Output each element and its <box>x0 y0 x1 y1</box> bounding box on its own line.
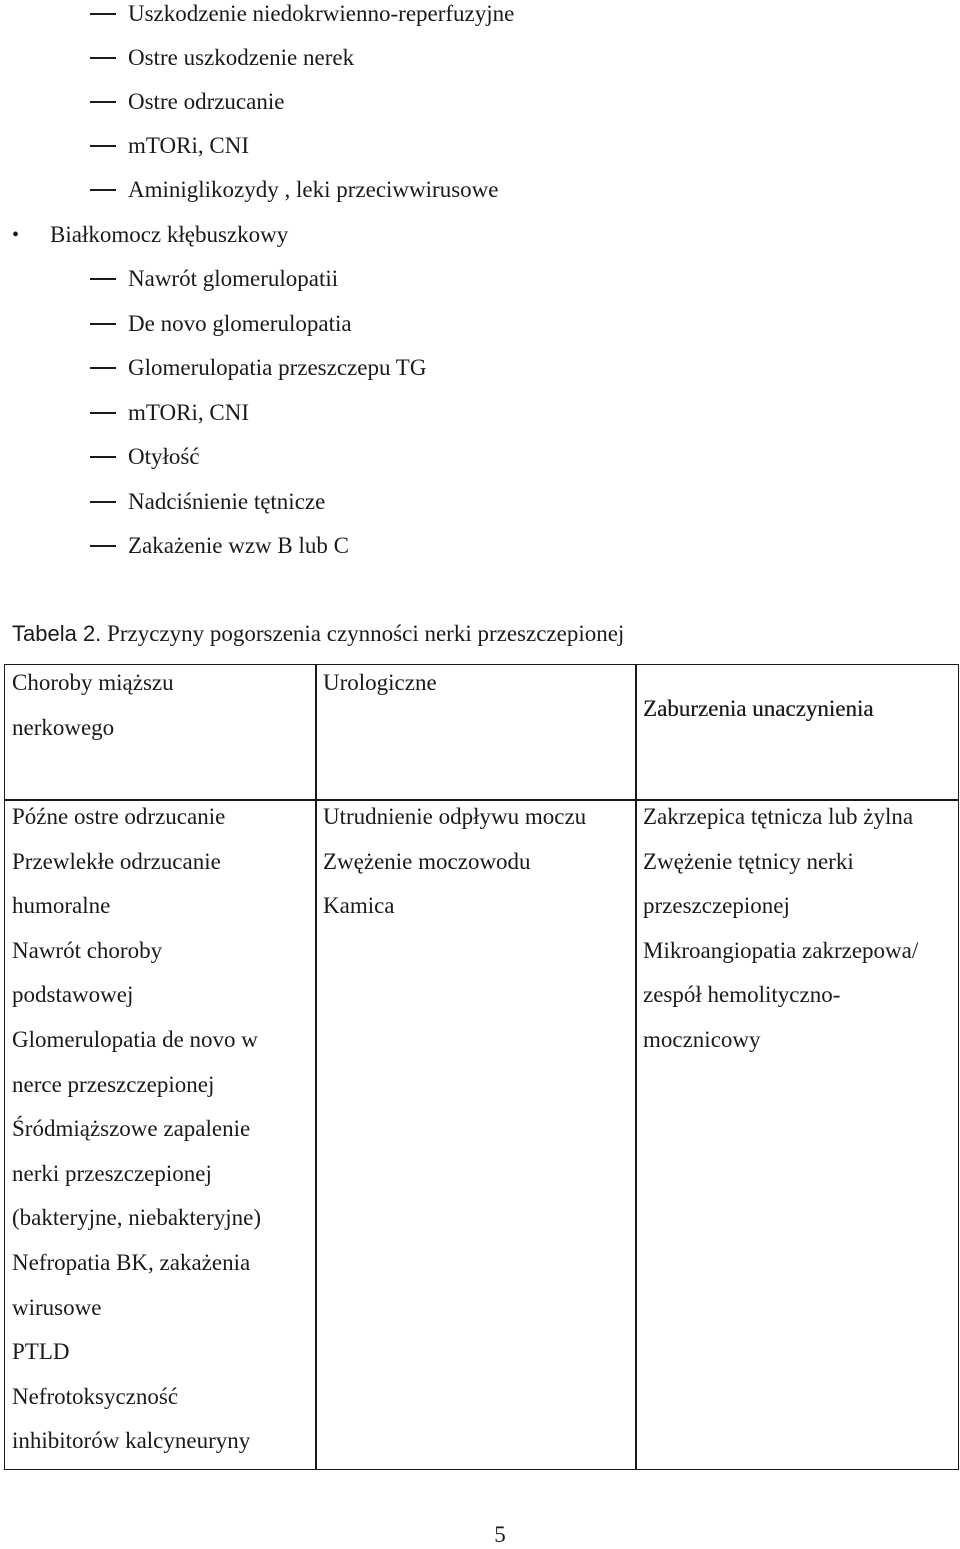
list-item: Mikroangiopatia zakrzepowa/ <box>643 937 919 963</box>
dash-icon <box>90 278 116 280</box>
list-item: Śródmiąższowe zapalenie <box>12 1116 251 1142</box>
list-item: mocznicowy <box>643 1026 761 1052</box>
dash-icon <box>90 189 116 191</box>
list-item: humoralne <box>12 893 111 919</box>
dash-icon <box>90 501 116 503</box>
list-item: Późne ostre odrzucanie <box>12 804 226 829</box>
list-item: Utrudnienie odpływu moczu <box>323 804 587 829</box>
table-caption <box>12 620 624 648</box>
dash-icon <box>90 456 116 458</box>
dash-icon <box>90 367 116 369</box>
list-item: nerce przeszczepionej <box>12 1071 215 1097</box>
list-item: Nefropatia BK, zakażenia <box>12 1249 251 1275</box>
column-parenchymal <box>12 795 261 1464</box>
bullet-icon: • <box>12 224 20 246</box>
dash-icon <box>90 412 116 414</box>
dash-icon <box>90 57 116 59</box>
list-item: inhibitorów kalcyneuryny <box>12 1428 251 1454</box>
dash-icon <box>90 101 116 103</box>
column-urological <box>323 795 586 929</box>
dash-icon <box>90 13 116 15</box>
table-caption-text: Przyczyny pogorszenia czynności nerki przeszczepionej <box>107 621 625 646</box>
column-divider <box>315 665 317 1469</box>
list-item: podstawowej <box>12 982 134 1008</box>
list-item: (bakteryjne, niebakteryjne) <box>12 1205 262 1231</box>
list-item: PTLD <box>12 1339 70 1365</box>
list-item: nerki przeszczepionej <box>12 1160 212 1186</box>
list-item: przeszczepionej <box>643 893 790 919</box>
list-item: zespół hemolityczno- <box>643 982 841 1008</box>
header-cell-vascular: Zaburzenia unaczynienia <box>643 696 874 721</box>
list-item: Kamica <box>323 893 395 919</box>
page-number: 5 <box>494 1522 506 1547</box>
table-caption-label: Tabela 2. <box>12 621 102 646</box>
list-item: Zwężenie tętnicy nerki <box>643 848 854 874</box>
column-divider <box>635 665 637 1469</box>
header-cell-urological: Urologiczne <box>323 670 437 695</box>
list-item: Przewlekłe odrzucanie <box>12 848 221 874</box>
causes-table <box>4 664 959 1470</box>
dash-icon <box>90 145 116 147</box>
list-item: Zwężenie moczowodu <box>323 848 531 874</box>
column-vascular <box>643 795 918 1063</box>
dash-icon <box>90 545 116 547</box>
list-item: Glomerulopatia de novo w <box>12 1026 258 1052</box>
list-item: wirusowe <box>12 1294 102 1320</box>
header-cell-parenchymal: Choroby miąższu nerkowego <box>12 670 174 740</box>
dash-icon <box>90 323 116 325</box>
list-item: Zakrzepica tętnicza lub żylna <box>643 804 914 829</box>
list-item: Nawrót choroby <box>12 937 163 963</box>
list-item: Nefrotoksyczność <box>12 1383 179 1409</box>
